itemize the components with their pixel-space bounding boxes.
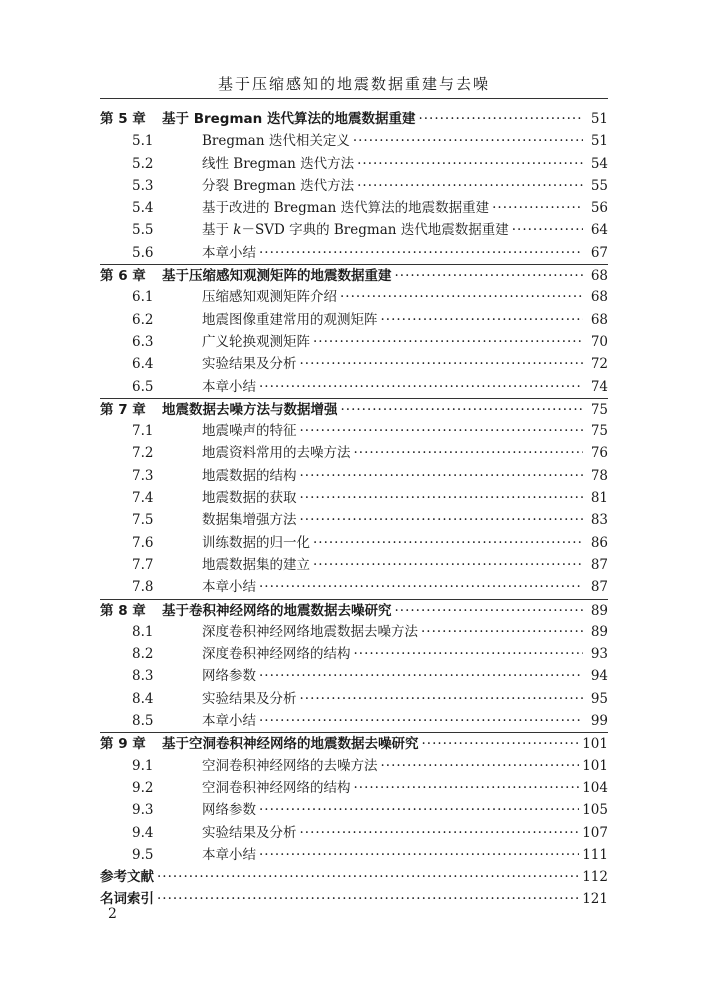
- toc-entry-number: 7.8: [132, 579, 154, 596]
- toc-section-entry[interactable]: [100, 822, 608, 844]
- toc-entry-title: 地震图像重建常用的观测矩阵: [202, 311, 378, 328]
- toc-entry-title: 深度卷积神经网络地震数据去噪方法: [202, 623, 418, 640]
- toc-entry-title: 数据集增强方法: [202, 512, 297, 529]
- dot-leader: [418, 108, 583, 130]
- toc-entry-page: 74: [590, 378, 608, 395]
- toc-chapter-entry[interactable]: [100, 264, 608, 286]
- toc-entry-page: 112: [582, 869, 608, 886]
- dot-leader: [300, 688, 584, 710]
- toc-section-entry[interactable]: [100, 621, 608, 643]
- dot-leader: [357, 175, 583, 197]
- toc-entry-number: 第 7 章: [100, 401, 146, 418]
- toc-entry-number: 5.1: [132, 133, 154, 150]
- toc-entry-title: 基于改进的 Bregman 迭代算法的地震数据重建: [202, 200, 490, 217]
- toc-entry-number: 第 8 章: [100, 602, 146, 619]
- toc-entry-number: 第 6 章: [100, 268, 146, 285]
- toc-entry-page: 121: [582, 891, 608, 908]
- toc-section-entry[interactable]: [100, 465, 608, 487]
- toc-entry-page: 111: [582, 846, 608, 863]
- page-number: 2: [108, 906, 117, 922]
- dot-leader: [512, 219, 583, 241]
- toc-entry-page: 55: [590, 177, 608, 194]
- toc-entry-page: 81: [590, 490, 608, 507]
- toc-chapter-entry[interactable]: [100, 599, 608, 621]
- toc-entry-page: 68: [590, 311, 608, 328]
- toc-entry-number: 6.5: [132, 378, 154, 395]
- toc-section-entry[interactable]: [100, 442, 608, 464]
- toc-entry-number: 8.1: [132, 623, 154, 640]
- toc-section-entry[interactable]: [100, 665, 608, 687]
- toc-entry-title: 本章小结: [202, 846, 256, 863]
- toc-entry-title: 基于压缩感知观测矩阵的地震数据重建: [162, 268, 392, 285]
- toc-entry-number: 7.4: [132, 490, 154, 507]
- dot-leader: [259, 844, 579, 866]
- toc-entry-title: 地震数据去噪方法与数据增强: [162, 401, 338, 418]
- toc-entry-page: 68: [590, 289, 608, 306]
- toc-chapter-entry[interactable]: [100, 732, 608, 754]
- toc-entry-page: 51: [590, 111, 608, 127]
- toc-entry-title: 基于 Bregman 迭代算法的地震数据重建: [162, 111, 416, 127]
- dot-leader: [259, 799, 579, 821]
- toc-entry-number: 8.5: [132, 713, 154, 730]
- dot-leader: [354, 777, 580, 799]
- dot-leader: [259, 710, 583, 732]
- toc-entry-number: 5.4: [132, 200, 154, 217]
- toc-entry-title: 本章小结: [202, 378, 256, 395]
- toc-entry-title: 名词索引: [100, 891, 154, 908]
- dot-leader: [300, 822, 580, 844]
- dot-leader: [313, 331, 583, 353]
- toc-entry-title: 本章小结: [202, 244, 256, 261]
- toc-entry-page: 89: [590, 623, 608, 640]
- toc-section-entry[interactable]: [100, 532, 608, 554]
- toc-entry-page: 75: [590, 423, 608, 440]
- toc-entry-title: 线性 Bregman 迭代方法: [202, 155, 355, 172]
- toc-entry-title: 地震噪声的特征: [202, 423, 297, 440]
- toc-entry-page: 95: [590, 690, 608, 707]
- toc-entry-number: 7.5: [132, 512, 154, 529]
- dot-leader: [381, 309, 584, 331]
- toc-entry-title: 网络参数: [202, 802, 256, 819]
- toc-entry-title: 本章小结: [202, 713, 256, 730]
- dot-leader: [395, 600, 584, 622]
- toc-section-entry[interactable]: [100, 710, 608, 732]
- header-rule: [100, 98, 608, 99]
- toc-entry-number: 7.1: [132, 423, 154, 440]
- toc-entry-title: 训练数据的归一化: [202, 534, 310, 551]
- dot-leader: [354, 643, 584, 665]
- toc-section-entry[interactable]: [100, 242, 608, 264]
- toc-entry-title: 广义轮换观测矩阵: [202, 333, 310, 350]
- toc-section-entry[interactable]: [100, 153, 608, 175]
- toc-section-entry[interactable]: [100, 376, 608, 398]
- toc-chapter-entry[interactable]: [100, 888, 608, 910]
- toc-chapter-entry[interactable]: [100, 398, 608, 420]
- dot-leader: [300, 465, 584, 487]
- toc-entry-title: 基于卷积神经网络的地震数据去噪研究: [162, 602, 392, 619]
- toc-section-entry[interactable]: [100, 777, 608, 799]
- toc-entry-number: 第 9 章: [100, 736, 146, 753]
- dot-leader: [300, 420, 584, 442]
- toc-section-entry[interactable]: [100, 688, 608, 710]
- toc-section-entry[interactable]: [100, 799, 608, 821]
- toc-section-entry[interactable]: [100, 219, 608, 241]
- dot-leader: [492, 197, 583, 219]
- toc-entry-title: 压缩感知观测矩阵介绍: [202, 289, 337, 306]
- toc-entry-title: 基于 k－SVD 字典的 Bregman 迭代地震数据重建: [202, 222, 509, 239]
- dot-leader: [421, 621, 583, 643]
- toc-entry-number: 7.7: [132, 556, 154, 573]
- toc-entry-page: 107: [582, 824, 608, 841]
- toc-entry-page: 56: [590, 200, 608, 217]
- toc-entry-page: 89: [590, 602, 608, 619]
- dot-leader: [300, 509, 584, 531]
- toc-entry-title: 地震数据的结构: [202, 467, 297, 484]
- toc-section-entry[interactable]: [100, 643, 608, 665]
- toc-entry-number: 5.5: [132, 222, 154, 239]
- toc-entry-page: 67: [590, 244, 608, 261]
- toc-entry-page: 76: [590, 445, 608, 462]
- dot-leader: [313, 554, 583, 576]
- dot-leader: [381, 755, 580, 777]
- dot-leader: [353, 130, 583, 152]
- toc-section-entry[interactable]: [100, 331, 608, 353]
- toc-section-entry[interactable]: [100, 309, 608, 331]
- dot-leader: [259, 576, 583, 598]
- toc-entry-page: 51: [590, 133, 608, 150]
- toc-entry-page: 101: [582, 736, 608, 753]
- dot-leader: [422, 733, 580, 755]
- toc-entry-title: 地震数据集的建立: [202, 556, 310, 573]
- toc-entry-page: 105: [582, 802, 608, 819]
- toc-entry-title: 网络参数: [202, 668, 256, 685]
- toc-entry-page: 87: [590, 579, 608, 596]
- toc-section-entry[interactable]: [100, 509, 608, 531]
- toc-entry-number: 6.4: [132, 356, 154, 373]
- toc-entry-title: 空洞卷积神经网络的结构: [202, 779, 351, 796]
- toc-entry-number: 7.3: [132, 467, 154, 484]
- dot-leader: [157, 866, 579, 888]
- table-of-contents: [100, 108, 608, 911]
- toc-section-entry[interactable]: [100, 420, 608, 442]
- dot-leader: [259, 665, 583, 687]
- toc-entry-page: 54: [590, 155, 608, 172]
- toc-entry-number: 5.2: [132, 155, 154, 172]
- dot-leader: [357, 153, 583, 175]
- toc-section-entry[interactable]: [100, 130, 608, 152]
- toc-chapter-entry[interactable]: [100, 866, 608, 888]
- toc-entry-page: 68: [590, 268, 608, 285]
- toc-entry-number: 8.4: [132, 690, 154, 707]
- toc-entry-page: 83: [590, 512, 608, 529]
- toc-entry-number: 9.3: [132, 802, 154, 819]
- toc-entry-number: 7.6: [132, 534, 154, 551]
- toc-entry-title: 实验结果及分析: [202, 690, 297, 707]
- toc-entry-number: 5.3: [132, 177, 154, 194]
- toc-entry-title: 本章小结: [202, 579, 256, 596]
- dot-leader: [259, 376, 583, 398]
- toc-entry-page: 94: [590, 668, 608, 685]
- toc-entry-number: 8.3: [132, 668, 154, 685]
- toc-entry-page: 93: [590, 646, 608, 663]
- toc-entry-page: 75: [590, 401, 608, 418]
- toc-chapter-entry[interactable]: [100, 108, 608, 130]
- toc-entry-number: 9.2: [132, 779, 154, 796]
- toc-entry-title: 地震资料常用的去噪方法: [202, 445, 351, 462]
- toc-entry-page: 101: [582, 757, 608, 774]
- dot-leader: [341, 399, 584, 421]
- toc-entry-title: 实验结果及分析: [202, 824, 297, 841]
- toc-entry-page: 70: [590, 333, 608, 350]
- toc-entry-number: 6.2: [132, 311, 154, 328]
- toc-entry-number: 6.3: [132, 333, 154, 350]
- toc-section-entry[interactable]: [100, 576, 608, 598]
- toc-entry-page: 86: [590, 534, 608, 551]
- toc-section-entry[interactable]: [100, 844, 608, 866]
- toc-entry-number: 9.1: [132, 757, 154, 774]
- toc-entry-page: 64: [590, 222, 608, 239]
- toc-entry-title: Bregman 迭代相关定义: [202, 133, 350, 150]
- toc-entry-page: 87: [590, 556, 608, 573]
- dot-leader: [300, 487, 584, 509]
- toc-entry-title: 参考文献: [100, 869, 154, 886]
- running-header: 基于压缩感知的地震数据重建与去噪: [217, 75, 490, 93]
- dot-leader: [354, 442, 584, 464]
- toc-section-entry[interactable]: [100, 286, 608, 308]
- dot-leader: [259, 242, 583, 264]
- toc-entry-number: 6.1: [132, 289, 154, 306]
- toc-entry-title: 空洞卷积神经网络的去噪方法: [202, 757, 378, 774]
- toc-section-entry[interactable]: [100, 554, 608, 576]
- dot-leader: [395, 265, 584, 287]
- toc-entry-number: 第 5 章: [100, 111, 146, 127]
- toc-entry-page: 78: [590, 467, 608, 484]
- toc-entry-title: 深度卷积神经网络的结构: [202, 646, 351, 663]
- toc-entry-number: 8.2: [132, 646, 154, 663]
- dot-leader: [300, 353, 584, 375]
- toc-section-entry[interactable]: [100, 755, 608, 777]
- dot-leader: [313, 532, 583, 554]
- toc-entry-number: 9.4: [132, 824, 154, 841]
- toc-section-entry[interactable]: [100, 353, 608, 375]
- toc-entry-page: 99: [590, 713, 608, 730]
- toc-section-entry[interactable]: [100, 487, 608, 509]
- toc-entry-number: 5.6: [132, 244, 154, 261]
- dot-leader: [157, 888, 579, 910]
- toc-entry-title: 地震数据的获取: [202, 490, 297, 507]
- toc-section-entry[interactable]: [100, 175, 608, 197]
- toc-entry-number: 7.2: [132, 445, 154, 462]
- toc-entry-title: 分裂 Bregman 迭代方法: [202, 177, 355, 194]
- dot-leader: [340, 286, 583, 308]
- toc-entry-number: 9.5: [132, 846, 154, 863]
- toc-entry-title: 基于空洞卷积神经网络的地震数据去噪研究: [162, 736, 419, 753]
- toc-entry-page: 104: [582, 779, 608, 796]
- toc-section-entry[interactable]: [100, 197, 608, 219]
- toc-entry-title: 实验结果及分析: [202, 356, 297, 373]
- toc-entry-page: 72: [590, 356, 608, 373]
